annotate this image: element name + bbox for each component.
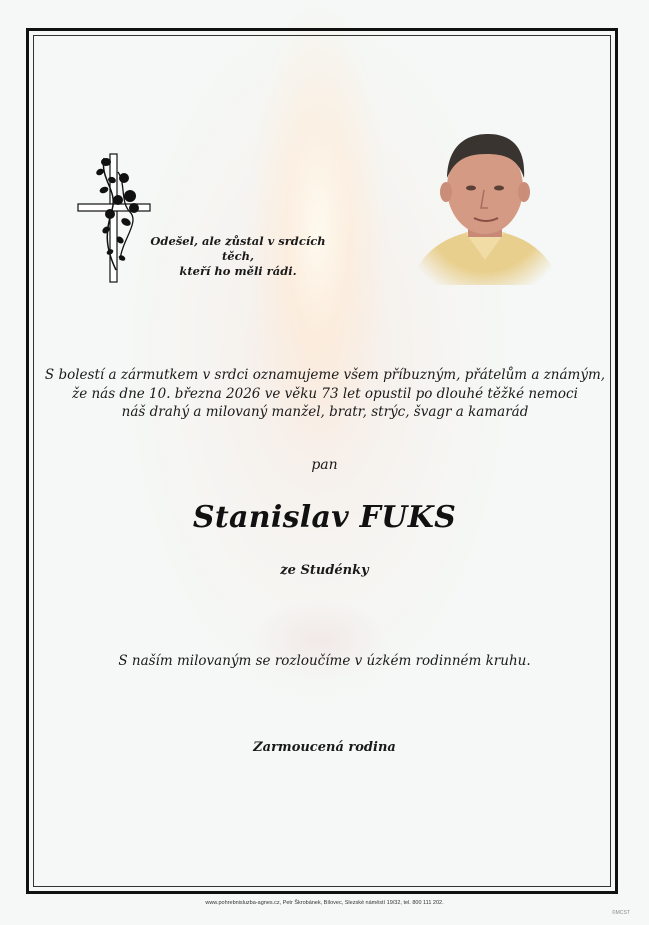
announcement-text (40, 366, 610, 422)
motto-line: Odešel, ale zůstal v srdcích těch, (150, 234, 326, 263)
salutation: pan (311, 457, 338, 473)
portrait-photo (410, 120, 560, 285)
announcement-line: náš drahý a milovaný manžel, bratr, strýc, švagr a kamarád (121, 404, 529, 420)
announcement-line: S bolestí a zármutkem v srdci oznamujeme všem příbuzným, přátelům a známým, (44, 367, 606, 383)
deceased-name: Stanislav FUKS (192, 500, 457, 535)
farewell-text: S naším milovaným se rozloučíme v úzkém rodinném kruhu. (118, 653, 531, 669)
footer-contact: www.pohrebnisluzba-agnes.cz, Petr Škrobánek, Bílovec, Slezské náměstí 19/32, tel. 800 111 202. (205, 900, 444, 906)
announcement-line: že nás dne 10. března 2026 ve věku 73 let opustil po dlouhé těžké nemoci (72, 385, 578, 402)
signature: Zarmoucená rodina (253, 740, 396, 755)
copyright-mark: ©MCST (612, 910, 630, 916)
motto (138, 234, 338, 279)
origin: ze Studénky (280, 563, 369, 578)
motto-line: kteří ho měli rádi. (179, 264, 297, 278)
